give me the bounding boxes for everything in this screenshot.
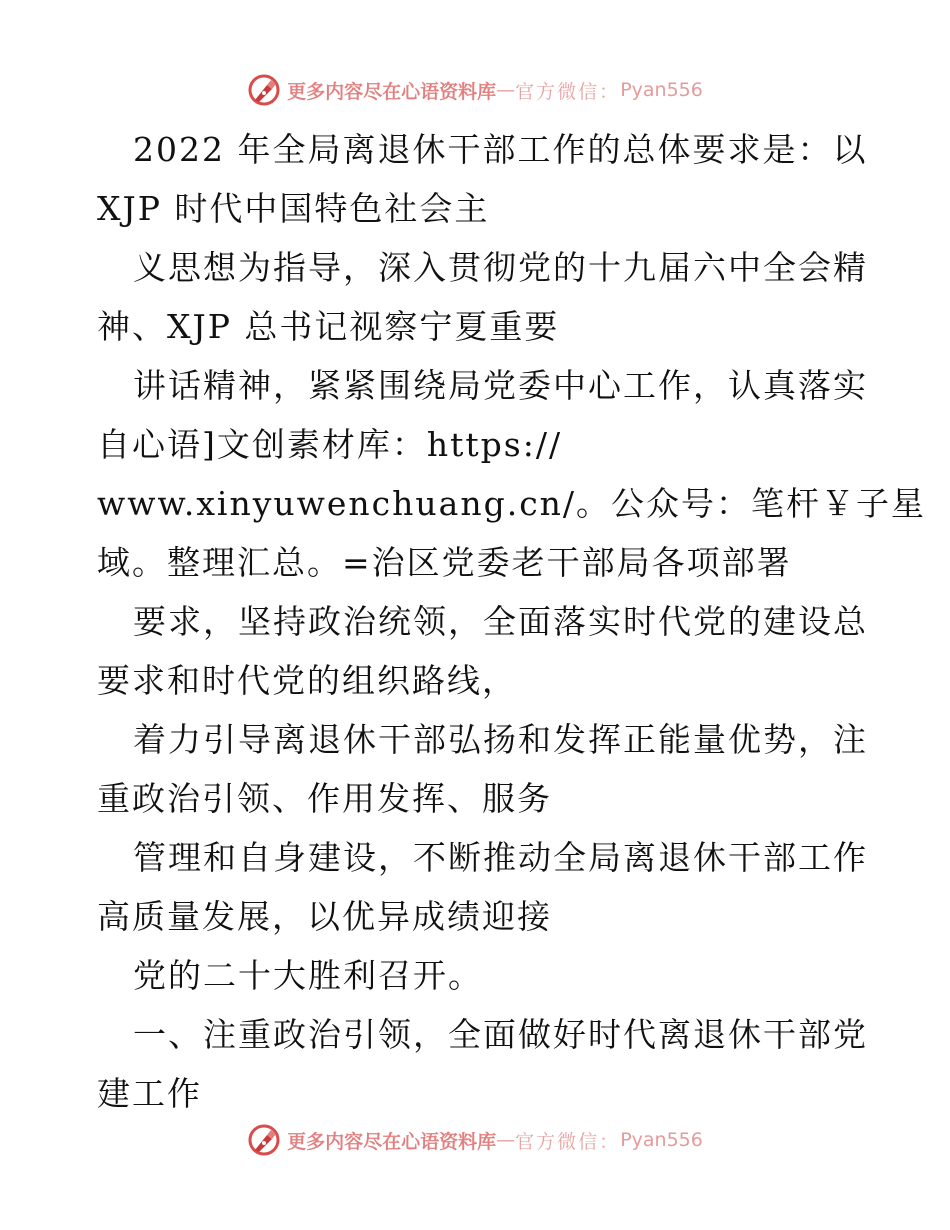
text-line: 2022 年全局离退休干部工作的总体要求是：以 [133,130,868,169]
text-line: www.xinyuwenchuang.cn/。公众号：笔杆￥子星 [97,484,927,523]
watermark-id: Pyan556 [620,79,703,101]
text-line: 域。整理汇总。=治区党委老干部局各项部署 [97,543,792,582]
footer-watermark [0,1120,950,1160]
text-line: 讲话精神，紧紧围绕局党委中心工作，认真落实 [133,366,868,405]
header-watermark [0,70,950,110]
text-line: 管理和自身建设，不断推动全局离退休干部工作 [133,838,868,877]
text-line: XJP 时代中国特色社会主 [97,189,490,228]
watermark-main-text: 更多内容尽在心语资料库 [287,1130,497,1153]
watermark-main-text: 更多内容尽在心语资料库 [287,80,497,103]
watermark-separator: — [496,79,516,101]
section-heading-line: 建工作 [97,1074,202,1113]
fountain-pen-logo-icon [247,73,281,107]
watermark-label: 官方微信： [515,80,621,103]
text-line: 自心语]文创素材库：https:// [97,425,563,464]
fountain-pen-logo-icon [247,1123,281,1157]
text-line: 义思想为指导，深入贯彻党的十九届六中全会精 [133,248,868,287]
text-line: 要求，坚持政治统领，全面落实时代党的建设总 [133,602,868,641]
watermark-separator: — [496,1129,516,1151]
text-line: 着力引导离退休干部弘扬和发挥正能量优势，注 [133,720,868,759]
watermark-label: 官方微信： [515,1130,621,1153]
text-line: 高质量发展，以优异成绩迎接 [97,897,552,936]
text-line: 党的二十大胜利召开。 [133,956,483,995]
watermark-id: Pyan556 [620,1129,703,1151]
section-heading-line: 一、注重政治引领，全面做好时代离退休干部党 [133,1015,868,1054]
document-body [97,120,927,1123]
text-line: 重政治引领、作用发挥、服务 [97,779,552,818]
text-line: 要求和时代党的组织路线， [97,661,517,700]
text-line: 神、XJP 总书记视察宁夏重要 [97,307,560,346]
